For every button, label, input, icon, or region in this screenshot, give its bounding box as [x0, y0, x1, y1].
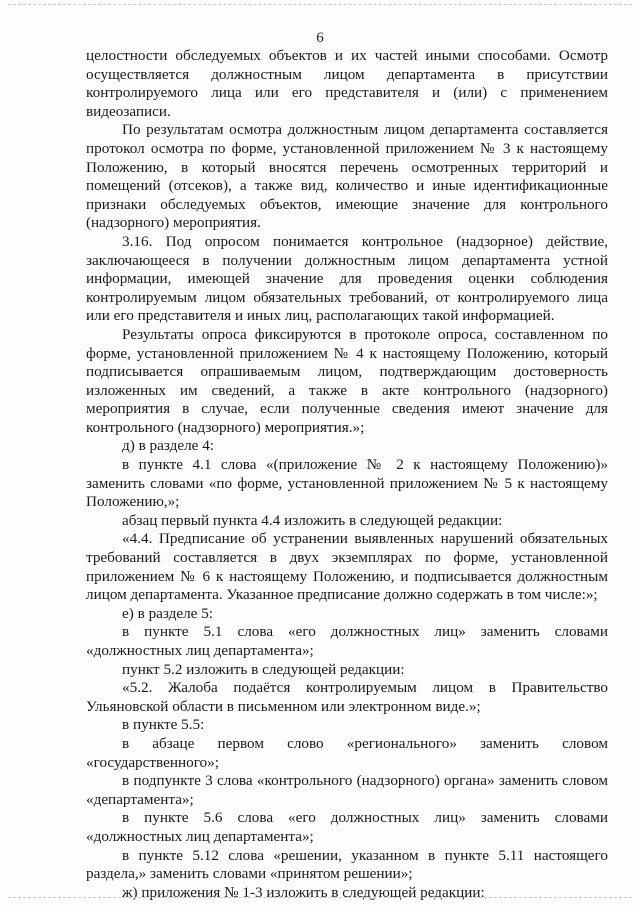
paragraph: Результаты опроса фиксируются в протоколе опроса, составленном по форме, установленной приложением № 4 к настоящему Положению, который подписывается опрашиваемым лицом, подтверждающим достоверность изложенных им сведений, а также в акте контрольного (надзорного) мероприятия в случае, если полученные сведения имеют значение для контрольного (надзорного) мероприятия.»; [86, 325, 608, 436]
paragraph: абзац первый пункта 4.4 изложить в следующей редакции: [122, 511, 503, 529]
paragraph: в пункте 5.5: [122, 716, 205, 734]
paragraph: д) в разделе 4: [122, 437, 215, 455]
paragraph: в пункте 5.6 слова «его должностных лиц» заменить словами «должностных лиц департамента»; [86, 809, 608, 845]
paragraph: в пункте 4.1 слова «(приложение № 2 к настоящему Положению)» заменить словами «по форме, установленной приложением № 5 к настоящему Положению,»; [86, 456, 608, 511]
paragraph: в пункте 5.12 слова «решении, указанном в пункте 5.11 настоящего раздела,» заменить словами «принятом решении»; [86, 846, 608, 883]
document-body [86, 47, 608, 902]
paragraph: в абзаце первом слово «регионального» заменить словом «государственного»; [86, 734, 608, 771]
paragraph: «5.2. Жалоба подаётся контролируемым лицом в Правительство Ульяновской области в письменном или электронном виде.»; [86, 679, 608, 715]
paragraph: пункт 5.2 изложить в следующей редакции: [122, 660, 405, 678]
paragraph: в подпункте 3 слова «контрольного (надзорного) органа» заменить словом «департамента»; [86, 772, 608, 808]
paragraph: «4.4. Предписание об устранении выявленных нарушений обязательных требований составляется в двух экземплярах по форме, установленной приложением № 6 к настоящему Положению, и подписывается должностным лицом департамента. Указанное предписание должно содержать в том числе:»; [86, 530, 608, 604]
scan-edge-bottom [8, 897, 632, 899]
scan-edge-top [8, 4, 632, 6]
paragraph: в пункте 5.1 слова «его должностных лиц» заменить словами «должностных лиц департамента»; [86, 623, 608, 659]
paragraph: целостности обследуемых объектов и их частей иными способами. Осмотр осуществляется должностным лицом департамента в присутствии контролируемого лица или его представителя и (или) с применением видеозаписи. [86, 47, 608, 120]
page-number: 6 [316, 30, 324, 46]
paragraph: По результатам осмотра должностным лицом департамента составляется протокол осмотра по форме, установленной приложением № 3 к настоящему Положению, в который вносятся перечень осмотренных территорий и помещений (отсеков), а также вид, количество и иные идентификационные признаки обследуемых объектов, имеющие значение для контрольного (надзорного) мероприятия. [86, 121, 608, 232]
paragraph: е) в разделе 5: [122, 604, 214, 622]
paragraph: ж) приложения № 1-3 изложить в следующей редакции: [122, 883, 485, 901]
paragraph: 3.16. Под опросом понимается контрольное (надзорное) действие, заключающееся в получении должностным лицом департамента устной информации, имеющей значение для проведения оценки соблюдения контролируемым лицом обязательных требований, от контролируемого лица или его представителя и иных лиц, располагающих такой информацией. [86, 232, 608, 325]
